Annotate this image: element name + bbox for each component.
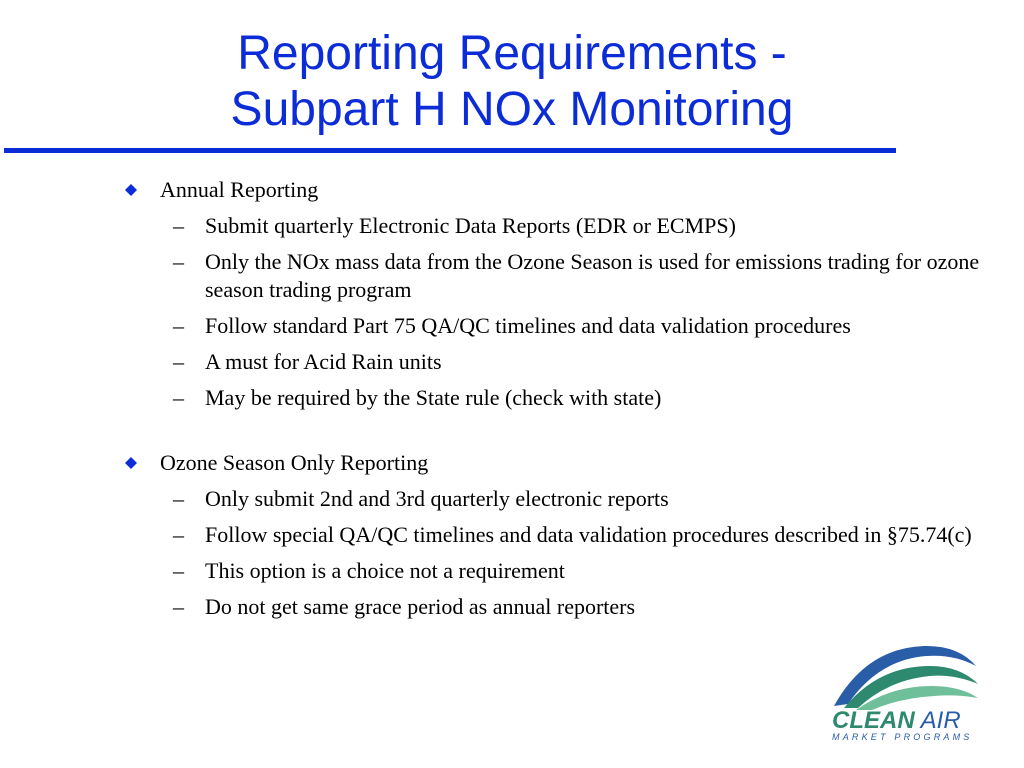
title-underline [4, 148, 896, 153]
section-heading: Annual Reporting [160, 177, 319, 202]
title-line-1: Reporting Requirements - [237, 27, 787, 80]
bullet-heading [120, 449, 980, 477]
diamond-bullet-icon [125, 457, 137, 469]
list-item-text: Only the NOx mass data from the Ozone Season is used for emissions trading for ozone season trading program [205, 249, 980, 302]
dash-marker: – [173, 522, 184, 547]
list-item [120, 312, 980, 340]
logo-word-clean: CLEAN [832, 707, 915, 734]
section-heading: Ozone Season Only Reporting [160, 450, 429, 475]
dash-marker: – [173, 558, 184, 583]
list-item-text: Do not get same grace period as annual reporters [205, 594, 636, 619]
list-item-text: A must for Acid Rain units [205, 349, 442, 374]
list-item-text: Only submit 2nd and 3rd quarterly electronic reports [205, 486, 669, 511]
list-item-text: This option is a choice not a requirement [205, 558, 565, 583]
dash-marker: – [173, 486, 184, 511]
dash-marker: – [173, 313, 184, 338]
list-item [120, 212, 980, 240]
bullet-heading [120, 176, 980, 204]
section-ozone-season-reporting [120, 449, 980, 621]
list-item-text: Follow special QA/QC timelines and data validation procedures described in §75.74(c) [205, 522, 972, 547]
dash-marker: – [173, 594, 184, 619]
slide-title [0, 26, 1024, 138]
clean-air-logo [826, 636, 986, 744]
title-line-2: Subpart H NOx Monitoring [230, 83, 794, 136]
list-item [120, 248, 980, 304]
diamond-bullet-icon [125, 184, 137, 196]
list-item [120, 521, 980, 549]
list-item [120, 348, 980, 376]
list-item [120, 384, 980, 412]
section-annual-reporting [120, 176, 980, 412]
dash-marker: – [173, 385, 184, 410]
logo-tagline: MARKET PROGRAMS [832, 732, 973, 742]
list-item-text: Follow standard Part 75 QA/QC timelines and data validation procedures [205, 313, 851, 338]
dash-marker: – [173, 249, 184, 274]
dash-marker: – [173, 349, 184, 374]
logo-wordmark [832, 707, 961, 734]
list-item-text: May be required by the State rule (check with state) [205, 385, 662, 410]
logo-word-air: AIR [920, 707, 961, 734]
list-item-text: Submit quarterly Electronic Data Reports (EDR or ECMPS) [205, 213, 736, 238]
wave-swoosh-icon [834, 646, 978, 710]
list-item [120, 485, 980, 513]
slide-content [120, 176, 980, 658]
list-item [120, 557, 980, 585]
dash-marker: – [173, 213, 184, 238]
list-item [120, 593, 980, 621]
